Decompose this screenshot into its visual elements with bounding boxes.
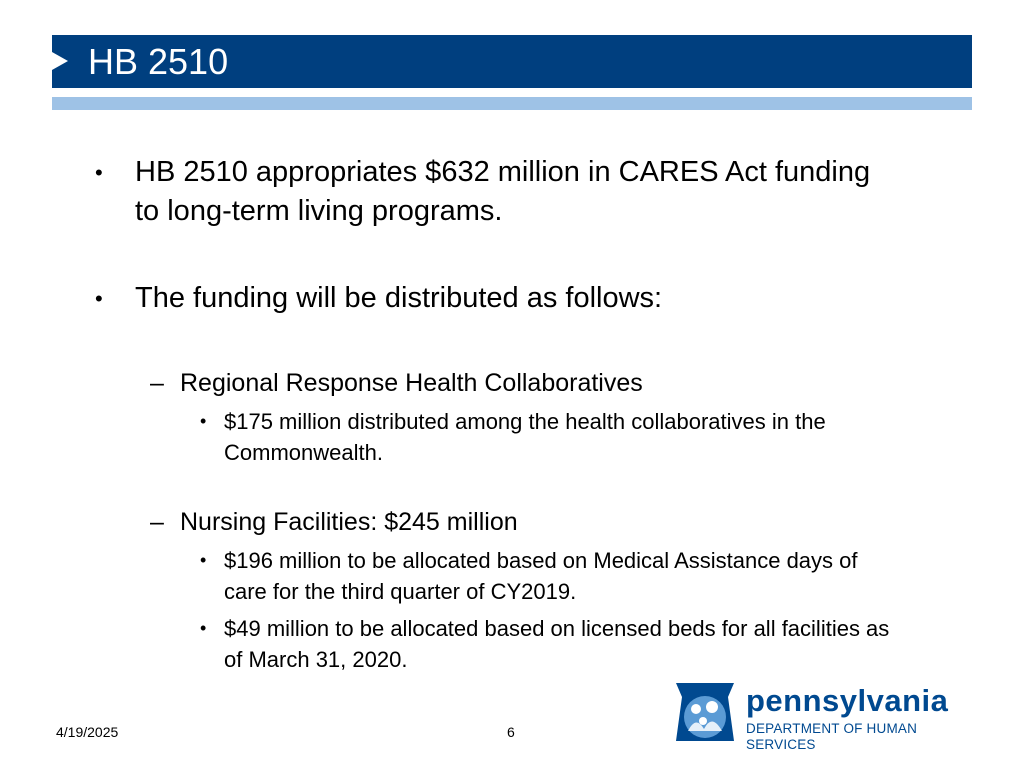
section-heading-text: Nursing Facilities: $245 million (180, 508, 518, 536)
page-number: 6 (507, 724, 515, 740)
item-text: $196 million to be allocated based on Medical Assistance days of care for the third quarter of CY2019. (224, 548, 858, 604)
title-underline (52, 97, 972, 110)
footer-date: 4/19/2025 (56, 724, 119, 740)
bullet-icon: • (95, 286, 103, 311)
bullet-icon: • (95, 160, 103, 185)
logo-subtitle: DEPARTMENT OF HUMAN SERVICES (746, 721, 918, 752)
arrow-icon (52, 52, 68, 70)
section-heading-text: Regional Response Health Collaboratives (180, 369, 643, 397)
bullet-icon: • (200, 411, 207, 431)
item-text: $49 million to be allocated based on licensed beds for all facilities as of March 31, 2020. (224, 616, 890, 672)
bullet-icon: • (200, 618, 207, 638)
keystone-family-icon (672, 681, 738, 743)
title-bar (52, 35, 972, 88)
bullet-text: HB 2510 appropriates $632 million in CARES Act funding to long-term living programs. (135, 156, 871, 227)
page-title: HB 2510 (88, 41, 229, 82)
pa-dhs-logo (672, 681, 982, 752)
dash-icon: – (150, 508, 164, 536)
logo-wordmark: pennsylvania (746, 683, 949, 718)
item-text: $175 million distributed among the health collaboratives in the Commonwealth. (224, 409, 826, 465)
bullet-text: The funding will be distributed as follows: (135, 282, 663, 314)
bullet-icon: • (200, 550, 207, 570)
dash-icon: – (150, 369, 164, 397)
